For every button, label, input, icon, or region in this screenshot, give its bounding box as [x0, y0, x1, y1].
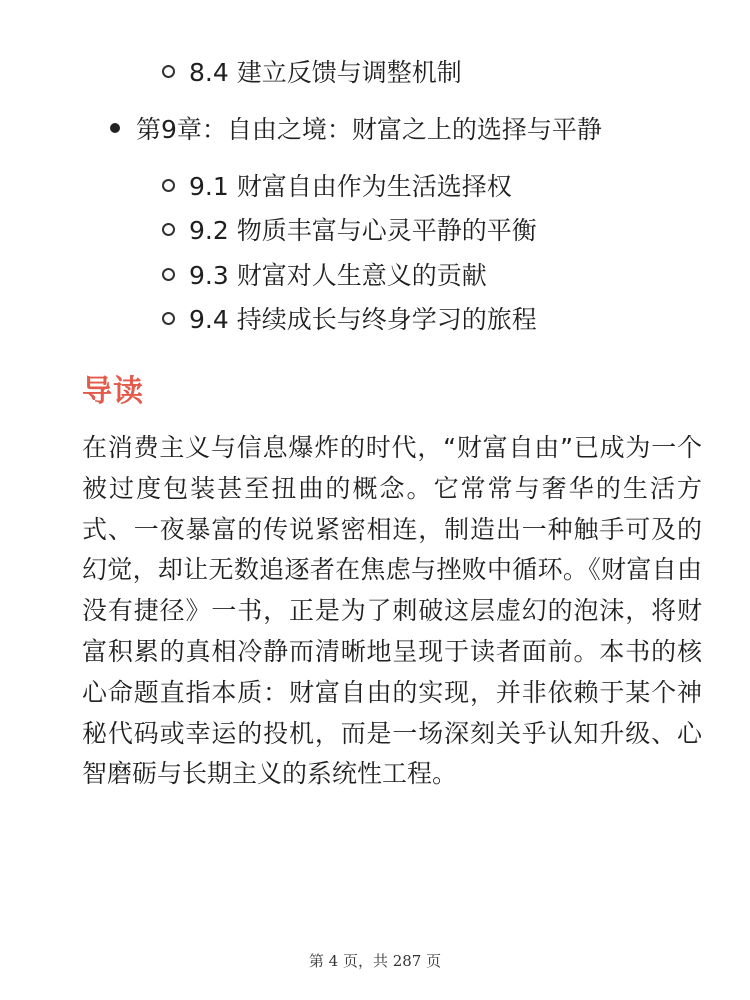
hollow-bullet-icon	[162, 179, 175, 192]
hollow-bullet-icon	[162, 268, 175, 281]
toc-item-8-4[interactable]	[162, 49, 462, 93]
toc-item-9-4[interactable]	[162, 296, 537, 340]
section-heading: 导读	[82, 374, 144, 409]
toc-item-label: 9.2 物质丰富与心灵平静的平衡	[189, 216, 537, 245]
hollow-bullet-icon	[162, 312, 175, 325]
intro-paragraph: 在消费主义与信息爆炸的时代，“财富自由”已成为一个被过度包装甚至扭曲的概念。它常常与奢华的生活方式、一夜暴富的传说紧密相连，制造出一种触手可及的幻觉，却让无数追逐者在焦虑与挫败中循环。《财富自由没有捷径》一书，正是为了刺破这层虚幻的泡沫，将财富积累的真相冷静而清晰地呈现于读者面前。本书的核心命题直指本质：财富自由的实现，并非依赖于某个神秘代码或幸运的投机，而是一场深刻关乎认知升级、心智磨砺与长期主义的系统性工程。	[82, 433, 702, 789]
toc-item-label: 9.4 持续成长与终身学习的旅程	[189, 305, 537, 334]
page-number: 第 4 页，共 287 页	[308, 952, 442, 970]
toc-chapter-label: 第9章：自由之境：财富之上的选择与平静	[136, 115, 602, 144]
toc-item-9-1[interactable]	[162, 163, 512, 207]
toc-item-label: 9.1 财富自由作为生活选择权	[189, 172, 512, 201]
hollow-bullet-icon	[162, 223, 175, 236]
toc-item-label: 9.3 财富对人生意义的贡献	[189, 261, 487, 290]
hollow-bullet-icon	[162, 65, 175, 78]
toc-item-9-3[interactable]	[162, 252, 487, 296]
toc-item-label: 8.4 建立反馈与调整机制	[189, 58, 462, 87]
solid-bullet-icon	[110, 123, 120, 133]
toc-item-9-2[interactable]	[162, 207, 537, 251]
toc-chapter-9[interactable]	[110, 106, 602, 150]
